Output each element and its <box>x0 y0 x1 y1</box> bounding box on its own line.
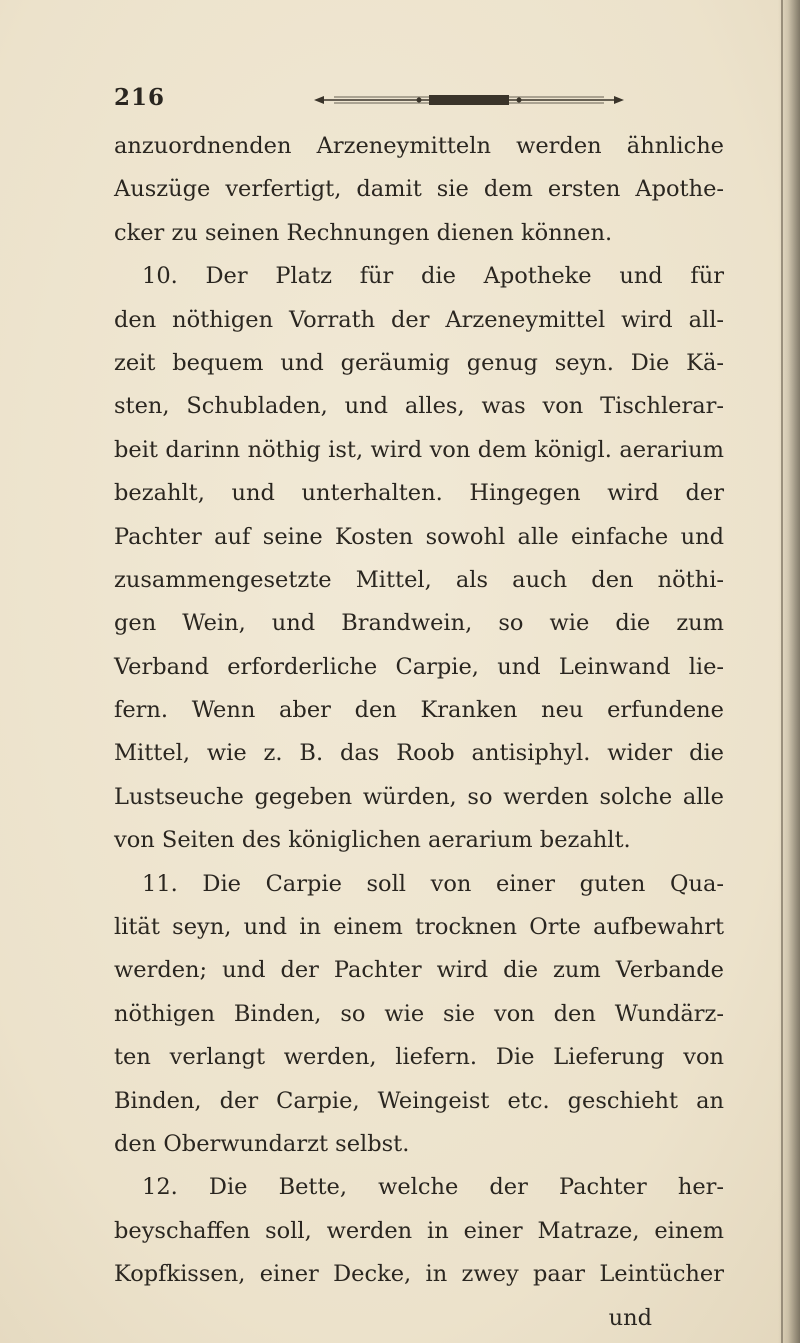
text-line: ten verlangt werden, liefern. Die Lieferung von <box>114 1044 724 1071</box>
text-line: Pachter auf seine Kosten sowohl alle einfache und <box>114 523 724 550</box>
text-line: sten, Schubladen, und alles, was von Tischlerar- <box>114 393 724 420</box>
text-line: Verband erforderliche Carpie, und Leinwand lie- <box>114 653 724 680</box>
text-line: von Seiten des königlichen aerarium bezahlt. <box>114 827 631 854</box>
text-line: werden; und der Pachter wird die zum Verbande <box>114 957 724 984</box>
text-line: 12. Die Bette, welche der Pachter her- <box>142 1174 724 1201</box>
text-line: 11. Die Carpie soll von einer guten Qua- <box>142 870 724 897</box>
text-line: cker zu seinen Rechnungen dienen können. <box>114 219 613 246</box>
page-header <box>114 84 734 114</box>
text-line: beit darinn nöthig ist, wird von dem königl. aerarium <box>114 436 724 463</box>
text-line: fern. Wenn aber den Kranken neu erfundene <box>114 697 724 724</box>
catchword: und <box>608 1304 652 1331</box>
text-line: anzuordnenden Arzeneymitteln werden ähnliche <box>114 133 724 159</box>
text-line: 10. Der Platz für die Apotheke und für <box>142 263 724 290</box>
text-line: den Oberwundarzt selbst. <box>114 1130 410 1157</box>
text-line: gen Wein, und Brandwein, so wie die zum <box>114 610 724 637</box>
text-line: bezahlt, und unterhalten. Hingegen wird der <box>114 480 724 507</box>
text-line: Binden, der Carpie, Weingeist etc. geschieht an <box>114 1087 724 1114</box>
page-edge-line <box>781 0 783 1343</box>
text-line: Lustseuche gegeben würden, so werden solche alle <box>114 783 724 810</box>
text-line: nöthigen Binden, so wie sie von den Wundärz- <box>114 1000 724 1027</box>
text-line: zeit bequem und geräumig genug seyn. Die Kä- <box>114 349 724 376</box>
text-line: Mittel, wie z. B. das Roob antisiphyl. wider die <box>114 740 724 767</box>
text-line: den nöthigen Vorrath der Arzeneymittel wird all- <box>114 306 724 333</box>
text-line: Kopfkissen, einer Decke, in zwey paar Leintücher <box>114 1261 724 1288</box>
page-body-text <box>114 125 724 1340</box>
header-ornament <box>314 94 624 106</box>
text-line: Auszüge verfertigt, damit sie dem ersten Apothe- <box>114 176 724 203</box>
page-number: 216 <box>114 84 166 111</box>
text-line: beyschaffen soll, werden in einer Matraze, einem <box>114 1217 724 1244</box>
text-line: zusammengesetzte Mittel, als auch den nöthi- <box>114 566 724 593</box>
text-line: lität seyn, und in einem trocknen Orte aufbewahrt <box>114 914 724 941</box>
